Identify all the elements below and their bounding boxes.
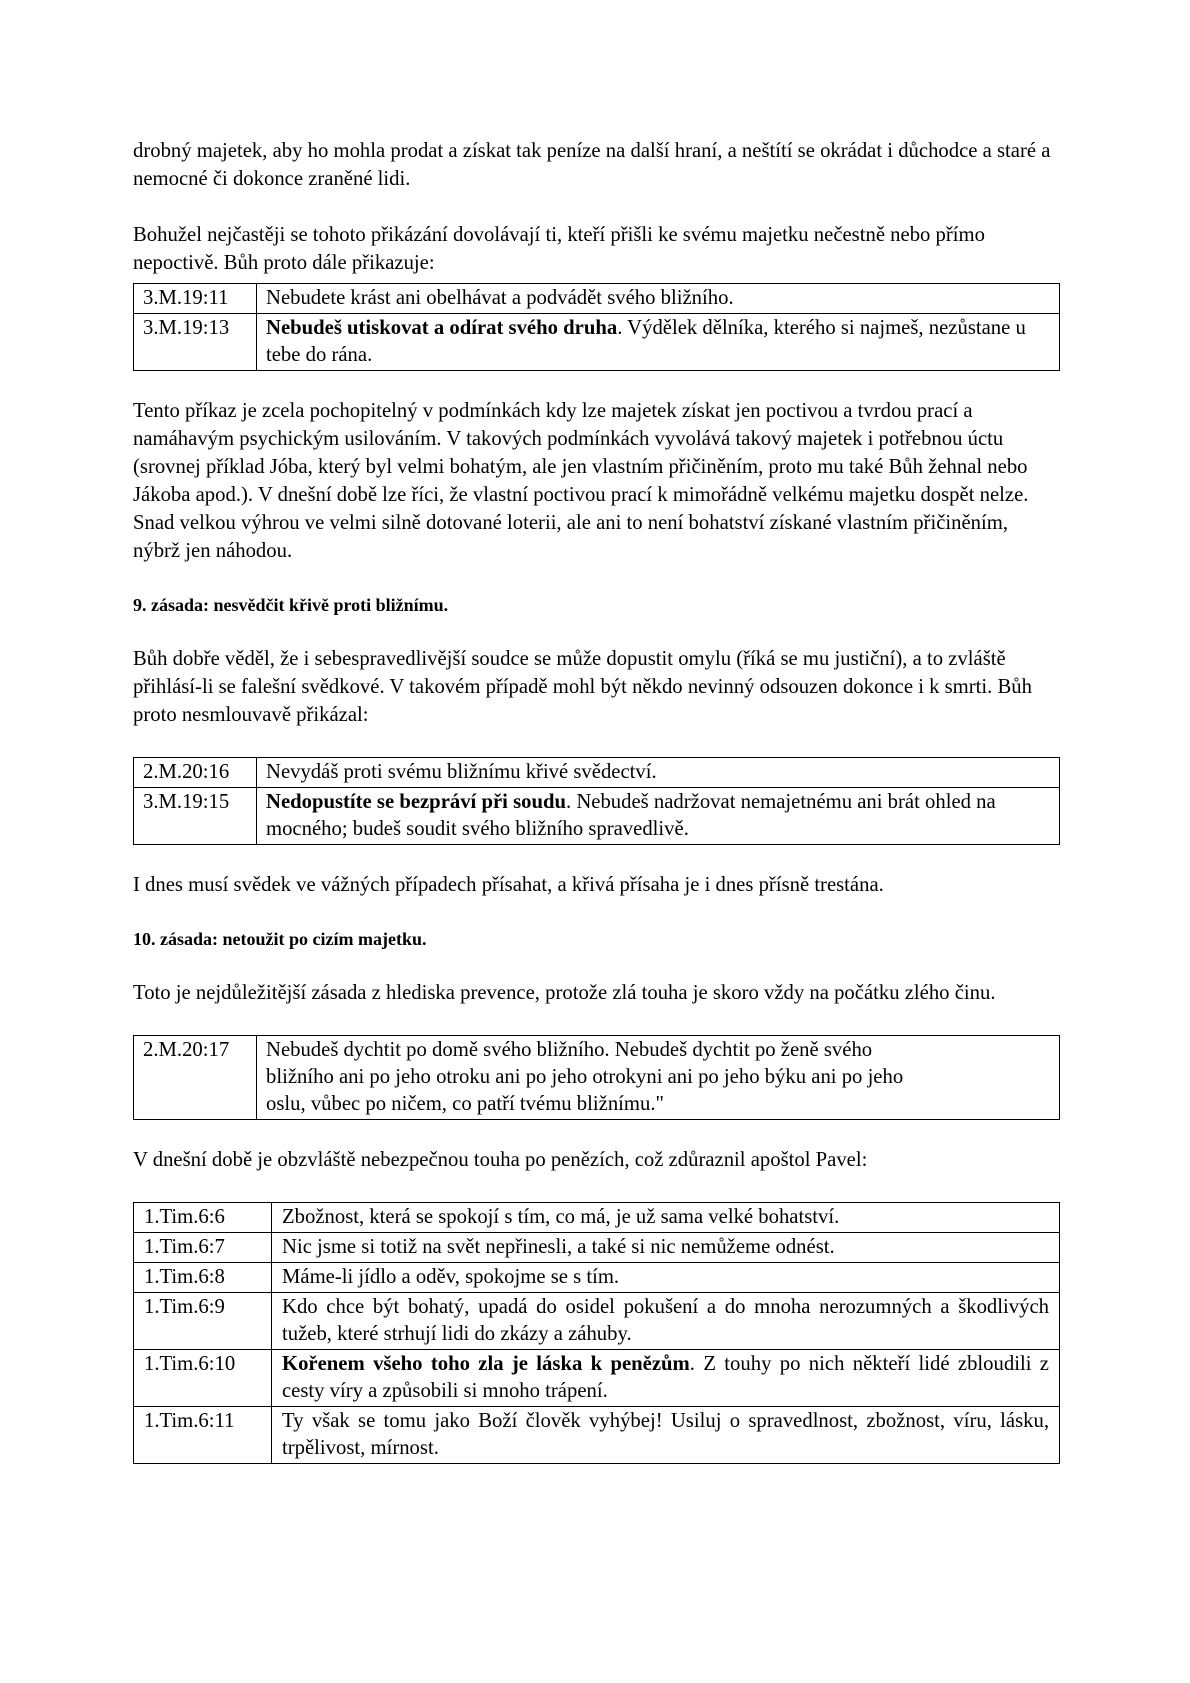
verse-text: Kdo chce být bohatý, upadá do osidel pokušení a do mnoha nerozumných a škodlivých tužeb, které strhují lidi do zkázy a záhuby. (282, 1296, 1049, 1345)
verse-ref-cell: 1.Tim.6:7 (134, 1233, 272, 1263)
verse-text-cell (272, 1350, 1060, 1407)
verse-text: Nebudete krást ani obelhávat a podvádět svého bližního. (266, 287, 734, 309)
verse-ref-cell: 1.Tim.6:10 (134, 1350, 272, 1407)
verse-row (134, 284, 1060, 314)
verse-line: oslu, vůbec po ničem, co patří tvému bližnímu." (266, 1093, 664, 1115)
verse-table-coveting (133, 1035, 1060, 1120)
paragraph-theft-continuation: drobný majetek, aby ho mohla prodat a získat tak peníze na další hraní, a neštítí se okrádat i důchodce a staré a nemocné či dokonce zraněné lidi. (133, 140, 1051, 190)
verse-row (134, 788, 1060, 845)
verse-text-cell (272, 1233, 1060, 1263)
paragraph-prevention: Toto je nejdůležitější zásada z hlediska prevence, protože zlá touha je skoro vždy na počátku zlého činu. (133, 982, 996, 1004)
verse-text: . Z touhy po nich někteří lidé zbloudili z cesty víry a způsobili si mnoho trápení. (282, 1353, 1049, 1402)
verse-text-cell (272, 1203, 1060, 1233)
verse-text: . Nebudeš nadržovat nemajetnému ani brát ohled na mocného; budeš soudit svého bližního spravedlivě. (266, 791, 996, 840)
paragraph-honest-wealth: Tento příkaz je zcela pochopitelný v podmínkách kdy lze majetek získat jen poctivou a tvrdou prací a namáhavým psychickým usilováním. V takových podmínkách vyvolává takový majetek i potřebnou úctu (srovnej příklad Jóba, který byl velmi bohatým, ale jen vlastním přičiněním, proto mu také Bůh žehnal nebo Jákoba apod.). V dnešní době lze říci, že vlastní poctivou prací k mimořádně velkému majetku dospět nelze. Snad velkou výhrou ve velmi silně dotované loterii, ale ani to není bohatství získané vlastním přičiněním, nýbrž jen náhodou. (133, 400, 1029, 562)
verse-row (134, 1293, 1060, 1350)
verse-text: Máme-li jídlo a oděv, spokojme se s tím. (282, 1266, 620, 1288)
verse-ref-cell: 3.M.19:15 (134, 788, 257, 845)
verse-row (134, 1407, 1060, 1464)
verse-table-false-witness (133, 757, 1060, 845)
verse-bold-text: Kořenem všeho toho zla je láska k penězům (282, 1353, 690, 1375)
verse-ref-cell: 1.Tim.6:6 (134, 1203, 272, 1233)
verse-row (134, 1263, 1060, 1293)
verse-ref-cell: 2.M.20:16 (134, 758, 257, 788)
verse-ref-cell: 3.M.19:13 (134, 314, 257, 371)
verse-ref-cell: 1.Tim.6:9 (134, 1293, 272, 1350)
verse-line: bližního ani po jeho otroku ani po jeho otrokyni ani po jeho býku ani po jeho (266, 1066, 904, 1088)
verse-text-cell (257, 284, 1060, 314)
verse-ref-cell: 1.Tim.6:8 (134, 1263, 272, 1293)
verse-ref-cell: 1.Tim.6:11 (134, 1407, 272, 1464)
verse-table-stealing (133, 283, 1060, 371)
heading-principle-10: 10. zásada: netoužit po cizím majetku. (133, 929, 427, 949)
verse-row (134, 1350, 1060, 1407)
paragraph-oath-today: I dnes musí svědek ve vážných případech přísahat, a křivá přísaha je i dnes přísně trestána. (133, 874, 884, 896)
verse-bold-text: Nebudeš utiskovat a odírat svého druha (266, 317, 618, 339)
paragraph-false-witness: Bůh dobře věděl, že i sebespravedlivější soudce se může dopustit omylu (říká se mu justiční), a to zvláště přihlásí-li se falešní svědkové. V takovém případě mohl být někdo nevinný odsouzen dokonce i k smrti. Bůh proto nesmlouvavě přikázal: (133, 648, 1032, 726)
verse-row (134, 1233, 1060, 1263)
verse-row (134, 314, 1060, 371)
verse-text-cell (257, 788, 1060, 845)
verse-text-cell (257, 314, 1060, 371)
verse-row (134, 758, 1060, 788)
verse-text-cell (257, 758, 1060, 788)
verse-text-cell (272, 1263, 1060, 1293)
verse-row (134, 1036, 1060, 1120)
verse-ref-cell: 2.M.20:17 (134, 1036, 257, 1120)
verse-text-cell (272, 1407, 1060, 1464)
verse-line: Nebudeš dychtit po domě svého bližního. Nebudeš dychtit po ženě svého (266, 1039, 873, 1061)
paragraph-dishonest-wealth: Bohužel nejčastěji se tohoto přikázání dovolávají ti, kteří přišli ke svému majetku nečestně nebo přímo nepoctivě. Bůh proto dále přikazuje: (133, 224, 985, 274)
verse-row (134, 1203, 1060, 1233)
verse-ref-cell: 3.M.19:11 (134, 284, 257, 314)
verse-text-cell (257, 1036, 1060, 1120)
verse-bold-text: Nedopustíte se bezpráví při soudu (266, 791, 566, 813)
verse-text: Ty však se tomu jako Boží člověk vyhýbej! Usiluj o spravedlnost, zbožnost, víru, lásku, trpělivost, mírnost. (282, 1410, 1049, 1459)
verse-table-timothy (133, 1202, 1060, 1464)
paragraph-money-desire: V dnešní době je obzvláště nebezpečnou touha po penězích, což zdůraznil apoštol Pavel: (133, 1149, 868, 1171)
verse-text: Zbožnost, která se spokojí s tím, co má, je už sama velké bohatství. (282, 1206, 840, 1228)
verse-text: Nevydáš proti svému bližnímu křivé svědectví. (266, 761, 657, 783)
heading-principle-9: 9. zásada: nesvědčit křivě proti bližnímu. (133, 595, 449, 615)
verse-text: Nic jsme si totiž na svět nepřinesli, a také si nic nemůžeme odnést. (282, 1236, 835, 1258)
verse-text-cell (272, 1293, 1060, 1350)
verse-text: . Výdělek dělníka, kterého si najmeš, nezůstane u tebe do rána. (266, 317, 1026, 366)
